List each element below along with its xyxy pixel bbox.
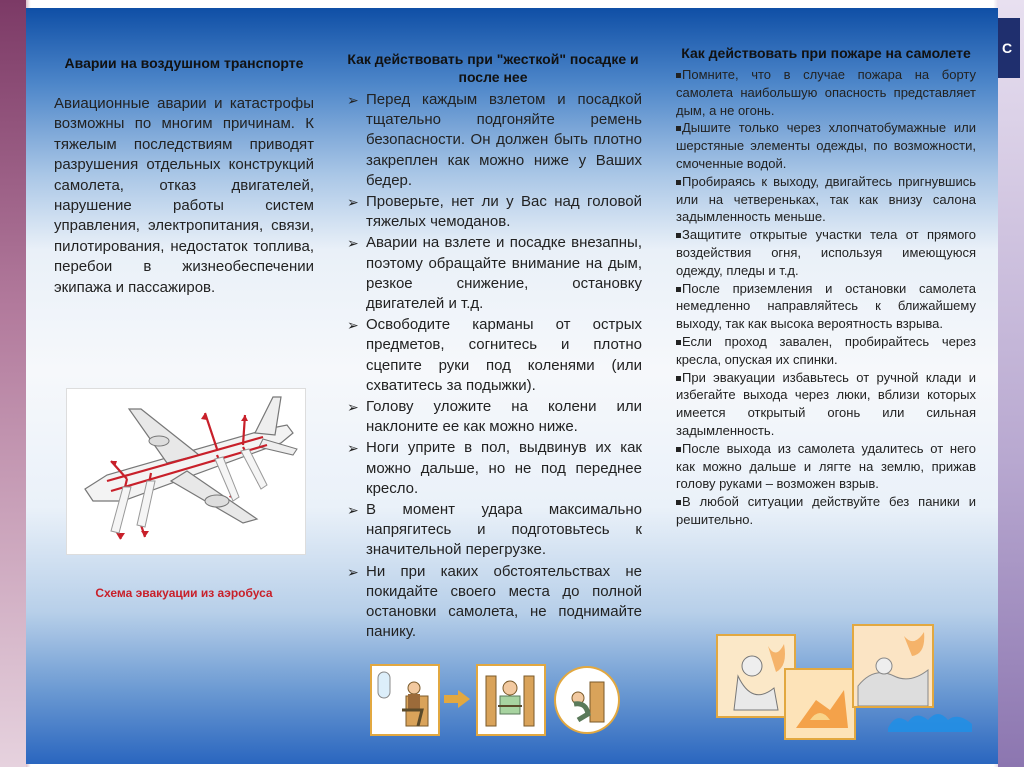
list-item: В любой ситуации действуйте без паники и решительно. (676, 494, 976, 527)
fire-picture-2 (784, 668, 856, 740)
column-accidents (54, 8, 314, 764)
arrow-bullet-icon: ➢ (347, 235, 359, 252)
fire-list (676, 66, 976, 529)
accidents-text: Авиационные аварии и катастрофы возможны по многим причинам. К тяжелым последствиям приводят разрушения отдельных конструкций самолета, отказ двигателей, нарушение работы систем управления, электропитания, связи, пилотирования, недостаток топлива, перебои в жизнеобеспечении экипажа и пассажиров. (54, 95, 314, 296)
fire-picture-3 (852, 624, 934, 708)
list-item: ➢ Перед каждым взлетом и посадкой тщательно подгоняйте ремень безопасности. Он должен быть плотно закреплен как можно ниже у Ваших бедер. (347, 91, 642, 189)
list-item: ➢ В момент удара максимально напрягитесь и подготовьтесь к значительной перегрузке. (347, 501, 642, 559)
list-item: ➢ Ни при каких обстоятельствах не покидайте своего места до полной остановки самолета, не поднимайте панику. (347, 562, 642, 641)
arrow-bullet-icon: ➢ (347, 194, 359, 211)
brace-position-picture-1 (370, 664, 440, 736)
arrow-bullet-icon: ➢ (347, 563, 359, 580)
slide-edge-left (0, 0, 26, 767)
airplane-evacuation-icon (67, 389, 305, 554)
evacuation-scheme-image (66, 388, 306, 555)
list-item: ➢ Освободите карманы от острых предметов, согнитесь и плотно сцепите руки под коленями (или схватитесь за подыжки). (347, 316, 642, 394)
square-bullet-icon (676, 180, 681, 185)
square-bullet-icon (676, 73, 681, 78)
square-bullet-icon (676, 447, 681, 452)
brace-position-picture-3 (554, 666, 620, 734)
list-item: Помните, что в случае пожара на борту самолета наибольшую опасность представляет дым, а не огонь. (676, 67, 976, 118)
list-item: Дышите только через хлопчатобумажные или шерстяные элементы одежды, по возможности, смоченные водой. (676, 120, 976, 171)
brace-position-picture-2 (476, 664, 546, 736)
arrow-bullet-icon: ➢ (347, 317, 359, 334)
splash-graphic-icon (886, 708, 976, 734)
column-hard-landing (344, 8, 642, 764)
fire-title: Как действовать при пожаре на самолете (681, 45, 971, 61)
list-item: ➢ Голову уложите на колени или наклоните ее как можно ниже. (347, 398, 642, 436)
list-item: При эвакуации избавьтесь от ручной клади и избегайте выхода через люки, вблизи которых имеется открытый огонь или сильная задымленность. (676, 369, 976, 438)
list-item: Пробираясь к выходу, двигайтесь пригнувшись или на четвереньках, так как внизу салона задымленность меньше. (676, 173, 976, 225)
accidents-title: Аварии на воздушном транспорте (64, 55, 304, 71)
square-bullet-icon (676, 500, 681, 505)
list-item: ➢ Проверьте, нет ли у Вас над головой тяжелых чемоданов. (347, 193, 642, 231)
arrow-bullet-icon: ➢ (347, 440, 359, 457)
square-bullet-icon (676, 233, 681, 238)
evacuation-scheme-caption: Схема эвакуации из аэробуса (95, 586, 273, 600)
arrow-bullet-icon: ➢ (347, 502, 359, 519)
column-fire (676, 8, 976, 764)
square-bullet-icon (676, 340, 681, 345)
list-item: ➢ Аварии на взлете и посадке внезапны, поэтому обращайте внимание на дым, резкое снижение, остановку двигателей и т.д. (347, 234, 642, 313)
square-bullet-icon (676, 126, 681, 131)
hard-landing-list (344, 90, 642, 642)
brochure (26, 8, 998, 764)
list-item: После приземления и остановки самолета немедленно направляйтесь к ближайшему выходу, так как высока вероятность взрыва. (676, 280, 976, 332)
list-item: ➢ Ноги уприте в пол, выдвинув их как можно дальше, но не под переднее кресло. (347, 439, 642, 497)
square-bullet-icon (676, 287, 681, 292)
arrow-bullet-icon: ➢ (347, 92, 359, 108)
list-item: Защитите открытые участки тела от прямого воздействия огня, используя имеющуюся одежду, пледы и т.д. (676, 227, 976, 278)
arrow-bullet-icon: ➢ (347, 399, 359, 416)
square-bullet-icon (676, 376, 681, 381)
slide-edge-right (998, 0, 1024, 767)
next-step-arrow-icon (444, 690, 470, 713)
list-item: После выхода из самолета удалитесь от него как можно дальше и лягте на землю, прижав голову руками – возможен взрыв. (676, 440, 976, 492)
list-item: Если проход завален, пробирайтесь через кресла, опуская их спинки. (676, 333, 976, 367)
corner-logo-icon: C (994, 18, 1020, 78)
hard-landing-title: Как действовать при "жесткой" посадке и после нее (347, 51, 639, 85)
